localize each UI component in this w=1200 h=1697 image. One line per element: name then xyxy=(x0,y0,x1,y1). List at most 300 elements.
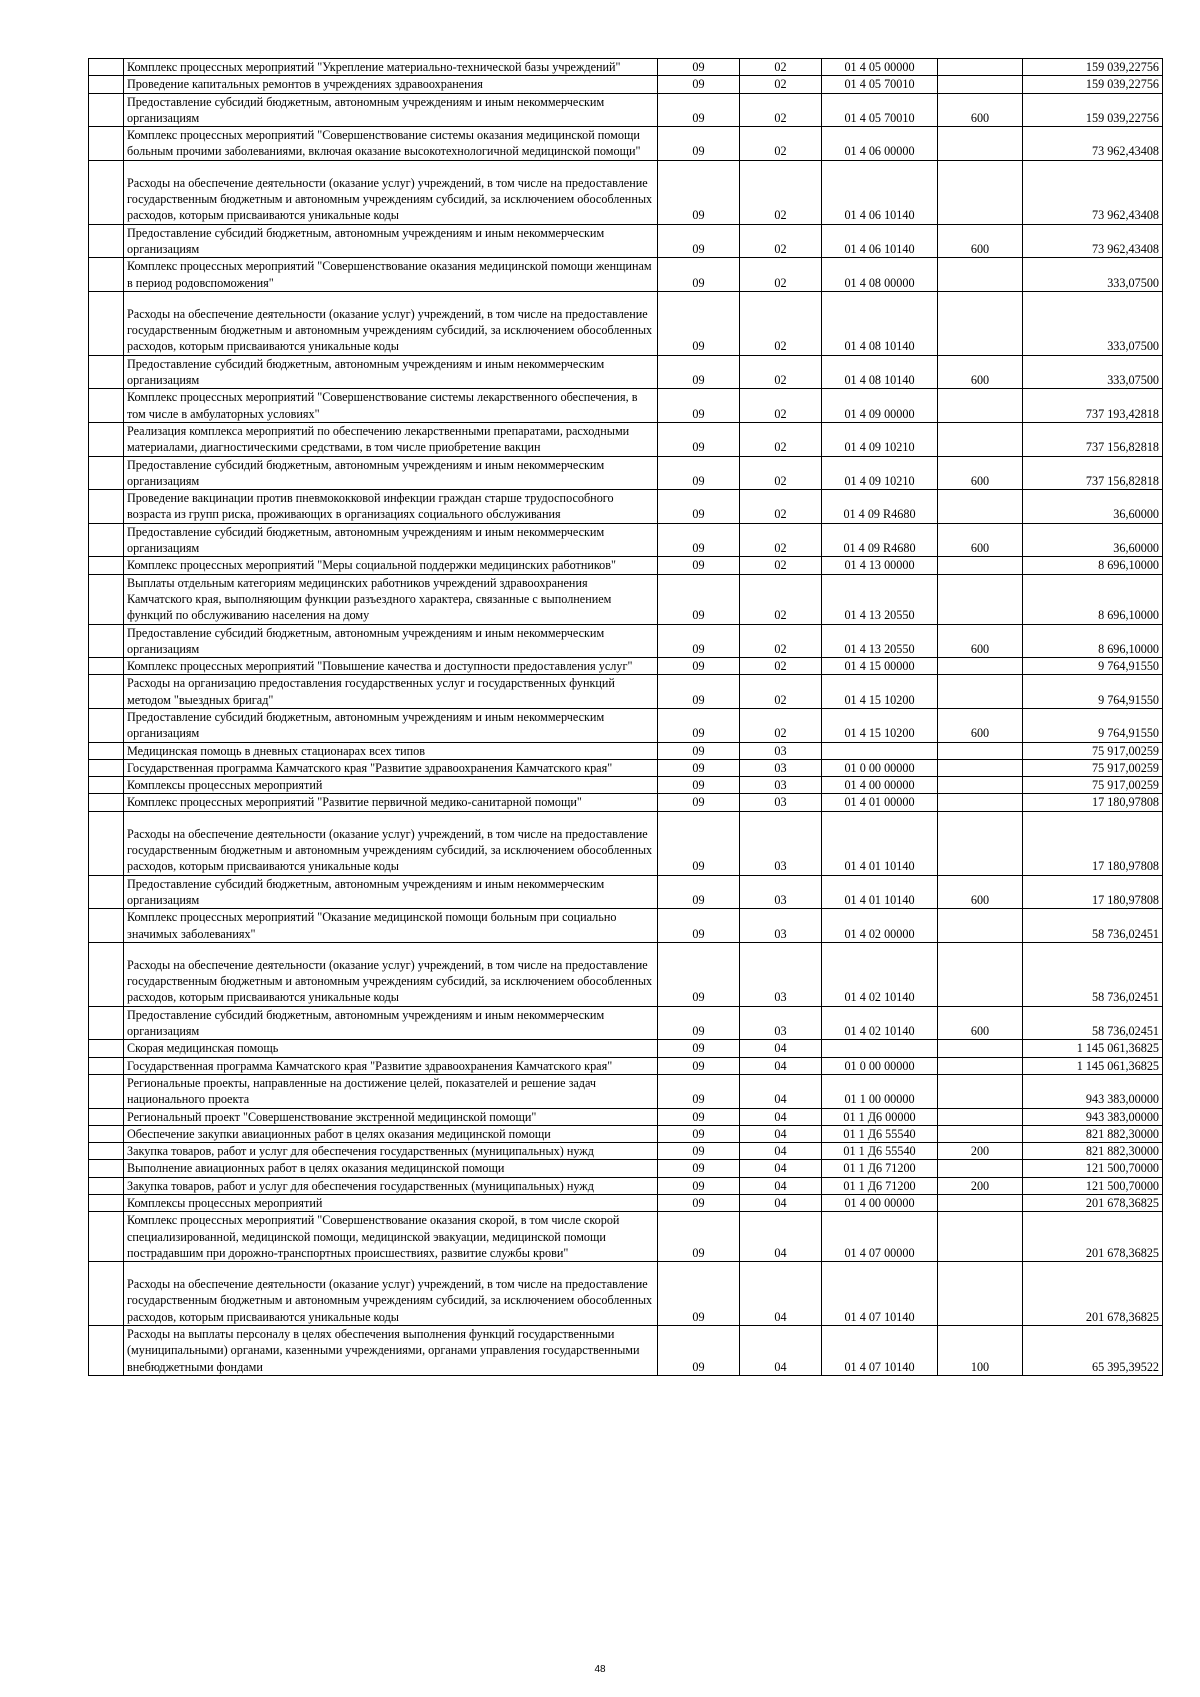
row-section-cell: 09 xyxy=(658,1006,740,1040)
row-expense-type-cell xyxy=(938,1074,1023,1108)
table-row xyxy=(89,1108,1163,1125)
row-amount-cell: 17 180,97808 xyxy=(1023,811,1163,875)
row-expense-type-cell xyxy=(938,1195,1023,1212)
row-amount-cell: 121 500,70000 xyxy=(1023,1177,1163,1194)
row-target-article-cell: 01 1 Д6 71200 xyxy=(822,1160,938,1177)
row-name-cell: Расходы на организацию предоставления государственных услуг и государственных функций методом "выездных бригад" xyxy=(124,675,658,709)
row-subsection-cell: 02 xyxy=(740,490,822,524)
table-row xyxy=(89,1057,1163,1074)
row-target-article-cell: 01 1 Д6 00000 xyxy=(822,1108,938,1125)
row-amount-cell: 121 500,70000 xyxy=(1023,1160,1163,1177)
row-amount-cell: 36,60000 xyxy=(1023,490,1163,524)
row-target-article-cell: 01 4 15 10200 xyxy=(822,675,938,709)
row-empty-cell xyxy=(89,875,124,909)
row-target-article-cell: 01 4 09 10210 xyxy=(822,456,938,490)
row-target-article-cell xyxy=(822,742,938,759)
row-amount-cell: 36,60000 xyxy=(1023,523,1163,557)
row-name-cell: Обеспечение закупки авиационных работ в целях оказания медицинской помощи xyxy=(124,1125,658,1142)
row-expense-type-cell xyxy=(938,76,1023,93)
row-subsection-cell: 03 xyxy=(740,942,822,1006)
row-subsection-cell: 02 xyxy=(740,160,822,224)
row-target-article-cell: 01 4 01 10140 xyxy=(822,875,938,909)
table-row xyxy=(89,1326,1163,1376)
row-empty-cell xyxy=(89,675,124,709)
row-empty-cell xyxy=(89,777,124,794)
table-row xyxy=(89,1177,1163,1194)
row-name-cell: Предоставление субсидий бюджетным, автономным учреждениям и иным некоммерческим организациям xyxy=(124,624,658,658)
row-empty-cell xyxy=(89,224,124,258)
row-target-article-cell: 01 4 00 00000 xyxy=(822,1195,938,1212)
table-row xyxy=(89,624,1163,658)
row-amount-cell: 8 696,10000 xyxy=(1023,557,1163,574)
row-target-article-cell: 01 4 08 10140 xyxy=(822,355,938,389)
row-section-cell: 09 xyxy=(658,160,740,224)
row-subsection-cell: 04 xyxy=(740,1143,822,1160)
row-empty-cell xyxy=(89,93,124,127)
row-expense-type-cell xyxy=(938,777,1023,794)
row-amount-cell: 333,07500 xyxy=(1023,355,1163,389)
row-section-cell: 09 xyxy=(658,1074,740,1108)
row-empty-cell xyxy=(89,794,124,811)
row-amount-cell: 8 696,10000 xyxy=(1023,624,1163,658)
row-section-cell: 09 xyxy=(658,811,740,875)
row-name-cell: Региональный проект "Совершенствование экстренной медицинской помощи" xyxy=(124,1108,658,1125)
row-amount-cell: 58 736,02451 xyxy=(1023,942,1163,1006)
row-target-article-cell: 01 0 00 00000 xyxy=(822,1057,938,1074)
row-amount-cell: 737 156,82818 xyxy=(1023,456,1163,490)
row-empty-cell xyxy=(89,708,124,742)
row-empty-cell xyxy=(89,76,124,93)
row-empty-cell xyxy=(89,759,124,776)
row-section-cell: 09 xyxy=(658,875,740,909)
row-name-cell: Предоставление субсидий бюджетным, автономным учреждениям и иным некоммерческим организациям xyxy=(124,1006,658,1040)
row-name-cell: Комплекс процессных мероприятий "Совершенствование системы лекарственного обеспечения, в том числе в амбулаторных условиях" xyxy=(124,389,658,423)
row-target-article-cell: 01 4 13 20550 xyxy=(822,624,938,658)
budget-table xyxy=(88,58,1163,1376)
row-expense-type-cell: 600 xyxy=(938,224,1023,258)
row-name-cell: Предоставление субсидий бюджетным, автономным учреждениям и иным некоммерческим организациям xyxy=(124,523,658,557)
document-page xyxy=(88,58,1159,1376)
row-section-cell: 09 xyxy=(658,523,740,557)
table-row xyxy=(89,942,1163,1006)
row-target-article-cell: 01 4 02 00000 xyxy=(822,909,938,943)
row-name-cell: Предоставление субсидий бюджетным, автономным учреждениям и иным некоммерческим организациям xyxy=(124,875,658,909)
row-target-article-cell: 01 4 00 00000 xyxy=(822,777,938,794)
row-subsection-cell: 03 xyxy=(740,875,822,909)
row-subsection-cell: 02 xyxy=(740,224,822,258)
row-subsection-cell: 04 xyxy=(740,1177,822,1194)
row-subsection-cell: 02 xyxy=(740,675,822,709)
row-subsection-cell: 04 xyxy=(740,1040,822,1057)
table-row xyxy=(89,160,1163,224)
row-empty-cell xyxy=(89,1195,124,1212)
row-expense-type-cell xyxy=(938,811,1023,875)
row-amount-cell: 201 678,36825 xyxy=(1023,1212,1163,1262)
row-section-cell: 09 xyxy=(658,742,740,759)
row-expense-type-cell xyxy=(938,1160,1023,1177)
row-name-cell: Расходы на обеспечение деятельности (оказание услуг) учреждений, в том числе на предоставление государственным бюджетным и автономным учреждениям субсидий, за исключением обособленных расходов, которым присваиваются уникальные коды xyxy=(124,291,658,355)
table-row xyxy=(89,59,1163,76)
row-amount-cell: 17 180,97808 xyxy=(1023,875,1163,909)
row-amount-cell: 58 736,02451 xyxy=(1023,909,1163,943)
table-row xyxy=(89,557,1163,574)
row-name-cell: Выплаты отдельным категориям медицинских работников учреждений здравоохранения Камчатского края, выполняющим функции разъездного характера, связанные с выполнением функций по обслуживанию населения на дому xyxy=(124,574,658,624)
row-subsection-cell: 02 xyxy=(740,93,822,127)
row-expense-type-cell: 200 xyxy=(938,1177,1023,1194)
row-expense-type-cell xyxy=(938,794,1023,811)
row-empty-cell xyxy=(89,1326,124,1376)
row-amount-cell: 821 882,30000 xyxy=(1023,1143,1163,1160)
row-empty-cell xyxy=(89,258,124,292)
row-subsection-cell: 04 xyxy=(740,1262,822,1326)
row-target-article-cell: 01 4 06 10140 xyxy=(822,160,938,224)
row-empty-cell xyxy=(89,574,124,624)
row-section-cell: 09 xyxy=(658,224,740,258)
row-subsection-cell: 03 xyxy=(740,909,822,943)
row-expense-type-cell xyxy=(938,422,1023,456)
row-target-article-cell: 01 4 09 00000 xyxy=(822,389,938,423)
row-target-article-cell: 01 4 07 10140 xyxy=(822,1326,938,1376)
table-row xyxy=(89,675,1163,709)
table-row xyxy=(89,76,1163,93)
row-subsection-cell: 02 xyxy=(740,523,822,557)
row-subsection-cell: 04 xyxy=(740,1326,822,1376)
row-amount-cell: 159 039,22756 xyxy=(1023,59,1163,76)
row-section-cell: 09 xyxy=(658,708,740,742)
row-expense-type-cell xyxy=(938,675,1023,709)
row-section-cell: 09 xyxy=(658,1160,740,1177)
row-amount-cell: 8 696,10000 xyxy=(1023,574,1163,624)
row-section-cell: 09 xyxy=(658,909,740,943)
row-target-article-cell: 01 4 01 00000 xyxy=(822,794,938,811)
row-section-cell: 09 xyxy=(658,624,740,658)
table-row xyxy=(89,1006,1163,1040)
row-name-cell: Комплекс процессных мероприятий "Оказание медицинской помощи больным при социально значимых заболеваниях" xyxy=(124,909,658,943)
row-section-cell: 09 xyxy=(658,942,740,1006)
row-section-cell: 09 xyxy=(658,1040,740,1057)
row-amount-cell: 73 962,43408 xyxy=(1023,160,1163,224)
row-subsection-cell: 03 xyxy=(740,759,822,776)
row-target-article-cell: 01 4 02 10140 xyxy=(822,1006,938,1040)
row-empty-cell xyxy=(89,160,124,224)
row-empty-cell xyxy=(89,291,124,355)
table-row xyxy=(89,1125,1163,1142)
row-expense-type-cell xyxy=(938,389,1023,423)
row-expense-type-cell xyxy=(938,759,1023,776)
row-name-cell: Расходы на выплаты персоналу в целях обеспечения выполнения функций государственными (муниципальными) органами, казенными учреждениями, органами управления государственными внебюджетными фондами xyxy=(124,1326,658,1376)
row-amount-cell: 9 764,91550 xyxy=(1023,658,1163,675)
row-amount-cell: 73 962,43408 xyxy=(1023,127,1163,161)
table-row xyxy=(89,574,1163,624)
row-subsection-cell: 02 xyxy=(740,355,822,389)
page-number: 48 xyxy=(594,1664,606,1675)
row-subsection-cell: 02 xyxy=(740,574,822,624)
row-section-cell: 09 xyxy=(658,1125,740,1142)
row-subsection-cell: 04 xyxy=(740,1212,822,1262)
row-name-cell: Предоставление субсидий бюджетным, автономным учреждениям и иным некоммерческим организациям xyxy=(124,456,658,490)
row-amount-cell: 73 962,43408 xyxy=(1023,224,1163,258)
row-expense-type-cell xyxy=(938,160,1023,224)
row-subsection-cell: 02 xyxy=(740,557,822,574)
row-target-article-cell: 01 1 Д6 55540 xyxy=(822,1125,938,1142)
table-row xyxy=(89,1040,1163,1057)
row-section-cell: 09 xyxy=(658,291,740,355)
table-row xyxy=(89,1160,1163,1177)
table-row xyxy=(89,224,1163,258)
row-subsection-cell: 02 xyxy=(740,127,822,161)
row-section-cell: 09 xyxy=(658,93,740,127)
row-name-cell: Предоставление субсидий бюджетным, автономным учреждениям и иным некоммерческим организациям xyxy=(124,355,658,389)
row-subsection-cell: 03 xyxy=(740,1006,822,1040)
row-amount-cell: 1 145 061,36825 xyxy=(1023,1057,1163,1074)
row-subsection-cell: 02 xyxy=(740,76,822,93)
row-expense-type-cell xyxy=(938,742,1023,759)
row-name-cell: Скорая медицинская помощь xyxy=(124,1040,658,1057)
row-amount-cell: 333,07500 xyxy=(1023,258,1163,292)
row-subsection-cell: 02 xyxy=(740,389,822,423)
row-name-cell: Расходы на обеспечение деятельности (оказание услуг) учреждений, в том числе на предоставление государственным бюджетным и автономным учреждениям субсидий, за исключением обособленных расходов, которым присваиваются уникальные коды xyxy=(124,160,658,224)
row-amount-cell: 737 156,82818 xyxy=(1023,422,1163,456)
row-expense-type-cell xyxy=(938,127,1023,161)
row-expense-type-cell xyxy=(938,574,1023,624)
row-expense-type-cell: 600 xyxy=(938,355,1023,389)
row-expense-type-cell: 100 xyxy=(938,1326,1023,1376)
row-subsection-cell: 02 xyxy=(740,658,822,675)
row-subsection-cell: 02 xyxy=(740,456,822,490)
row-expense-type-cell xyxy=(938,490,1023,524)
row-name-cell: Расходы на обеспечение деятельности (оказание услуг) учреждений, в том числе на предоставление государственным бюджетным и автономным учреждениям субсидий, за исключением обособленных расходов, которым присваиваются уникальные коды xyxy=(124,942,658,1006)
row-subsection-cell: 03 xyxy=(740,777,822,794)
row-section-cell: 09 xyxy=(658,1262,740,1326)
row-empty-cell xyxy=(89,490,124,524)
row-target-article-cell: 01 4 09 R4680 xyxy=(822,523,938,557)
row-target-article-cell: 01 4 09 10210 xyxy=(822,422,938,456)
row-amount-cell: 1 145 061,36825 xyxy=(1023,1040,1163,1057)
row-name-cell: Комплексы процессных мероприятий xyxy=(124,1195,658,1212)
row-empty-cell xyxy=(89,1262,124,1326)
row-name-cell: Реализация комплекса мероприятий по обеспечению лекарственными препаратами, расходными материалами, диагностическими средствами, в том числе приобретение вакцин xyxy=(124,422,658,456)
row-amount-cell: 65 395,39522 xyxy=(1023,1326,1163,1376)
row-empty-cell xyxy=(89,1212,124,1262)
row-expense-type-cell xyxy=(938,557,1023,574)
row-section-cell: 09 xyxy=(658,1057,740,1074)
row-target-article-cell: 01 1 Д6 71200 xyxy=(822,1177,938,1194)
row-name-cell: Закупка товаров, работ и услуг для обеспечения государственных (муниципальных) нужд xyxy=(124,1177,658,1194)
row-empty-cell xyxy=(89,456,124,490)
row-section-cell: 09 xyxy=(658,258,740,292)
row-empty-cell xyxy=(89,389,124,423)
row-target-article-cell: 01 4 07 10140 xyxy=(822,1262,938,1326)
row-section-cell: 09 xyxy=(658,355,740,389)
row-name-cell: Государственная программа Камчатского края "Развитие здравоохранения Камчатского края" xyxy=(124,759,658,776)
row-subsection-cell: 02 xyxy=(740,708,822,742)
row-subsection-cell: 03 xyxy=(740,811,822,875)
row-target-article-cell xyxy=(822,1040,938,1057)
row-amount-cell: 17 180,97808 xyxy=(1023,794,1163,811)
table-row xyxy=(89,658,1163,675)
row-target-article-cell: 01 4 08 10140 xyxy=(822,291,938,355)
row-section-cell: 09 xyxy=(658,759,740,776)
row-target-article-cell: 01 1 Д6 55540 xyxy=(822,1143,938,1160)
row-name-cell: Закупка товаров, работ и услуг для обеспечения государственных (муниципальных) нужд xyxy=(124,1143,658,1160)
table-row xyxy=(89,1212,1163,1262)
row-amount-cell: 75 917,00259 xyxy=(1023,742,1163,759)
row-empty-cell xyxy=(89,127,124,161)
table-row xyxy=(89,456,1163,490)
row-subsection-cell: 03 xyxy=(740,794,822,811)
row-expense-type-cell xyxy=(938,291,1023,355)
table-row xyxy=(89,490,1163,524)
row-empty-cell xyxy=(89,1125,124,1142)
row-expense-type-cell: 600 xyxy=(938,523,1023,557)
row-empty-cell xyxy=(89,1040,124,1057)
row-target-article-cell: 01 4 06 00000 xyxy=(822,127,938,161)
row-section-cell: 09 xyxy=(658,127,740,161)
table-row xyxy=(89,875,1163,909)
table-row xyxy=(89,127,1163,161)
row-section-cell: 09 xyxy=(658,1108,740,1125)
row-name-cell: Комплекс процессных мероприятий "Повышение качества и доступности предоставления услуг" xyxy=(124,658,658,675)
row-target-article-cell: 01 4 07 00000 xyxy=(822,1212,938,1262)
row-expense-type-cell xyxy=(938,942,1023,1006)
table-row xyxy=(89,794,1163,811)
row-section-cell: 09 xyxy=(658,389,740,423)
row-subsection-cell: 04 xyxy=(740,1108,822,1125)
row-name-cell: Предоставление субсидий бюджетным, автономным учреждениям и иным некоммерческим организациям xyxy=(124,708,658,742)
row-amount-cell: 201 678,36825 xyxy=(1023,1195,1163,1212)
row-section-cell: 09 xyxy=(658,777,740,794)
row-amount-cell: 58 736,02451 xyxy=(1023,1006,1163,1040)
row-expense-type-cell: 600 xyxy=(938,456,1023,490)
row-target-article-cell: 01 0 00 00000 xyxy=(822,759,938,776)
row-name-cell: Комплекс процессных мероприятий "Укрепление материально-технической базы учреждений" xyxy=(124,59,658,76)
row-amount-cell: 9 764,91550 xyxy=(1023,708,1163,742)
row-empty-cell xyxy=(89,811,124,875)
row-expense-type-cell xyxy=(938,59,1023,76)
row-amount-cell: 201 678,36825 xyxy=(1023,1262,1163,1326)
row-expense-type-cell: 200 xyxy=(938,1143,1023,1160)
row-section-cell: 09 xyxy=(658,1195,740,1212)
row-empty-cell xyxy=(89,1177,124,1194)
row-amount-cell: 333,07500 xyxy=(1023,291,1163,355)
row-section-cell: 09 xyxy=(658,1212,740,1262)
row-subsection-cell: 04 xyxy=(740,1195,822,1212)
row-name-cell: Предоставление субсидий бюджетным, автономным учреждениям и иным некоммерческим организациям xyxy=(124,93,658,127)
row-section-cell: 09 xyxy=(658,1177,740,1194)
row-section-cell: 09 xyxy=(658,422,740,456)
row-empty-cell xyxy=(89,1057,124,1074)
table-row xyxy=(89,708,1163,742)
row-section-cell: 09 xyxy=(658,658,740,675)
row-empty-cell xyxy=(89,658,124,675)
row-section-cell: 09 xyxy=(658,490,740,524)
row-amount-cell: 9 764,91550 xyxy=(1023,675,1163,709)
row-target-article-cell: 01 4 13 20550 xyxy=(822,574,938,624)
row-empty-cell xyxy=(89,59,124,76)
row-section-cell: 09 xyxy=(658,76,740,93)
row-expense-type-cell xyxy=(938,1212,1023,1262)
row-subsection-cell: 04 xyxy=(740,1125,822,1142)
table-row xyxy=(89,1143,1163,1160)
row-empty-cell xyxy=(89,1108,124,1125)
table-row xyxy=(89,759,1163,776)
row-name-cell: Медицинская помощь в дневных стационарах всех типов xyxy=(124,742,658,759)
row-empty-cell xyxy=(89,557,124,574)
row-section-cell: 09 xyxy=(658,59,740,76)
row-target-article-cell: 01 4 15 00000 xyxy=(822,658,938,675)
table-row xyxy=(89,422,1163,456)
row-target-article-cell: 01 4 01 10140 xyxy=(822,811,938,875)
row-section-cell: 09 xyxy=(658,794,740,811)
row-expense-type-cell xyxy=(938,1108,1023,1125)
row-expense-type-cell: 600 xyxy=(938,708,1023,742)
row-section-cell: 09 xyxy=(658,675,740,709)
row-expense-type-cell: 600 xyxy=(938,1006,1023,1040)
row-subsection-cell: 03 xyxy=(740,742,822,759)
row-target-article-cell: 01 4 13 00000 xyxy=(822,557,938,574)
row-section-cell: 09 xyxy=(658,1326,740,1376)
row-subsection-cell: 04 xyxy=(740,1057,822,1074)
row-name-cell: Проведение капитальных ремонтов в учреждениях здравоохранения xyxy=(124,76,658,93)
table-row xyxy=(89,909,1163,943)
table-row xyxy=(89,93,1163,127)
row-section-cell: 09 xyxy=(658,456,740,490)
row-empty-cell xyxy=(89,355,124,389)
row-target-article-cell: 01 1 00 00000 xyxy=(822,1074,938,1108)
table-row xyxy=(89,355,1163,389)
row-expense-type-cell xyxy=(938,1057,1023,1074)
row-expense-type-cell xyxy=(938,1040,1023,1057)
row-name-cell: Проведение вакцинации против пневмококковой инфекции граждан старше трудоспособного возраста из групп риска, проживающих в организациях социального обслуживания xyxy=(124,490,658,524)
table-row xyxy=(89,1074,1163,1108)
row-expense-type-cell: 600 xyxy=(938,875,1023,909)
row-expense-type-cell xyxy=(938,1262,1023,1326)
row-amount-cell: 75 917,00259 xyxy=(1023,777,1163,794)
row-section-cell: 09 xyxy=(658,557,740,574)
row-amount-cell: 821 882,30000 xyxy=(1023,1125,1163,1142)
row-target-article-cell: 01 4 06 10140 xyxy=(822,224,938,258)
row-subsection-cell: 02 xyxy=(740,422,822,456)
table-row xyxy=(89,1262,1163,1326)
row-subsection-cell: 02 xyxy=(740,59,822,76)
row-target-article-cell: 01 4 05 00000 xyxy=(822,59,938,76)
row-name-cell: Расходы на обеспечение деятельности (оказание услуг) учреждений, в том числе на предоставление государственным бюджетным и автономным учреждениям субсидий, за исключением обособленных расходов, которым присваиваются уникальные коды xyxy=(124,1262,658,1326)
row-amount-cell: 737 193,42818 xyxy=(1023,389,1163,423)
table-row xyxy=(89,777,1163,794)
row-section-cell: 09 xyxy=(658,1143,740,1160)
row-section-cell: 09 xyxy=(658,574,740,624)
row-expense-type-cell xyxy=(938,658,1023,675)
table-row xyxy=(89,1195,1163,1212)
row-expense-type-cell xyxy=(938,258,1023,292)
row-amount-cell: 75 917,00259 xyxy=(1023,759,1163,776)
row-name-cell: Комплекс процессных мероприятий "Меры социальной поддержки медицинских работников" xyxy=(124,557,658,574)
table-row xyxy=(89,389,1163,423)
row-name-cell: Региональные проекты, направленные на достижение целей, показателей и решение задач национального проекта xyxy=(124,1074,658,1108)
table-row xyxy=(89,742,1163,759)
row-target-article-cell: 01 4 09 R4680 xyxy=(822,490,938,524)
table-row xyxy=(89,811,1163,875)
row-empty-cell xyxy=(89,523,124,557)
budget-table-body xyxy=(89,59,1163,1376)
row-amount-cell: 159 039,22756 xyxy=(1023,76,1163,93)
row-name-cell: Комплекс процессных мероприятий "Совершенствование оказания медицинской помощи женщинам в период родовспоможения" xyxy=(124,258,658,292)
row-name-cell: Выполнение авиационных работ в целях оказания медицинской помощи xyxy=(124,1160,658,1177)
row-subsection-cell: 04 xyxy=(740,1160,822,1177)
row-name-cell: Расходы на обеспечение деятельности (оказание услуг) учреждений, в том числе на предоставление государственным бюджетным и автономным учреждениям субсидий, за исключением обособленных расходов, которым присваиваются уникальные коды xyxy=(124,811,658,875)
row-expense-type-cell: 600 xyxy=(938,93,1023,127)
row-expense-type-cell xyxy=(938,1125,1023,1142)
